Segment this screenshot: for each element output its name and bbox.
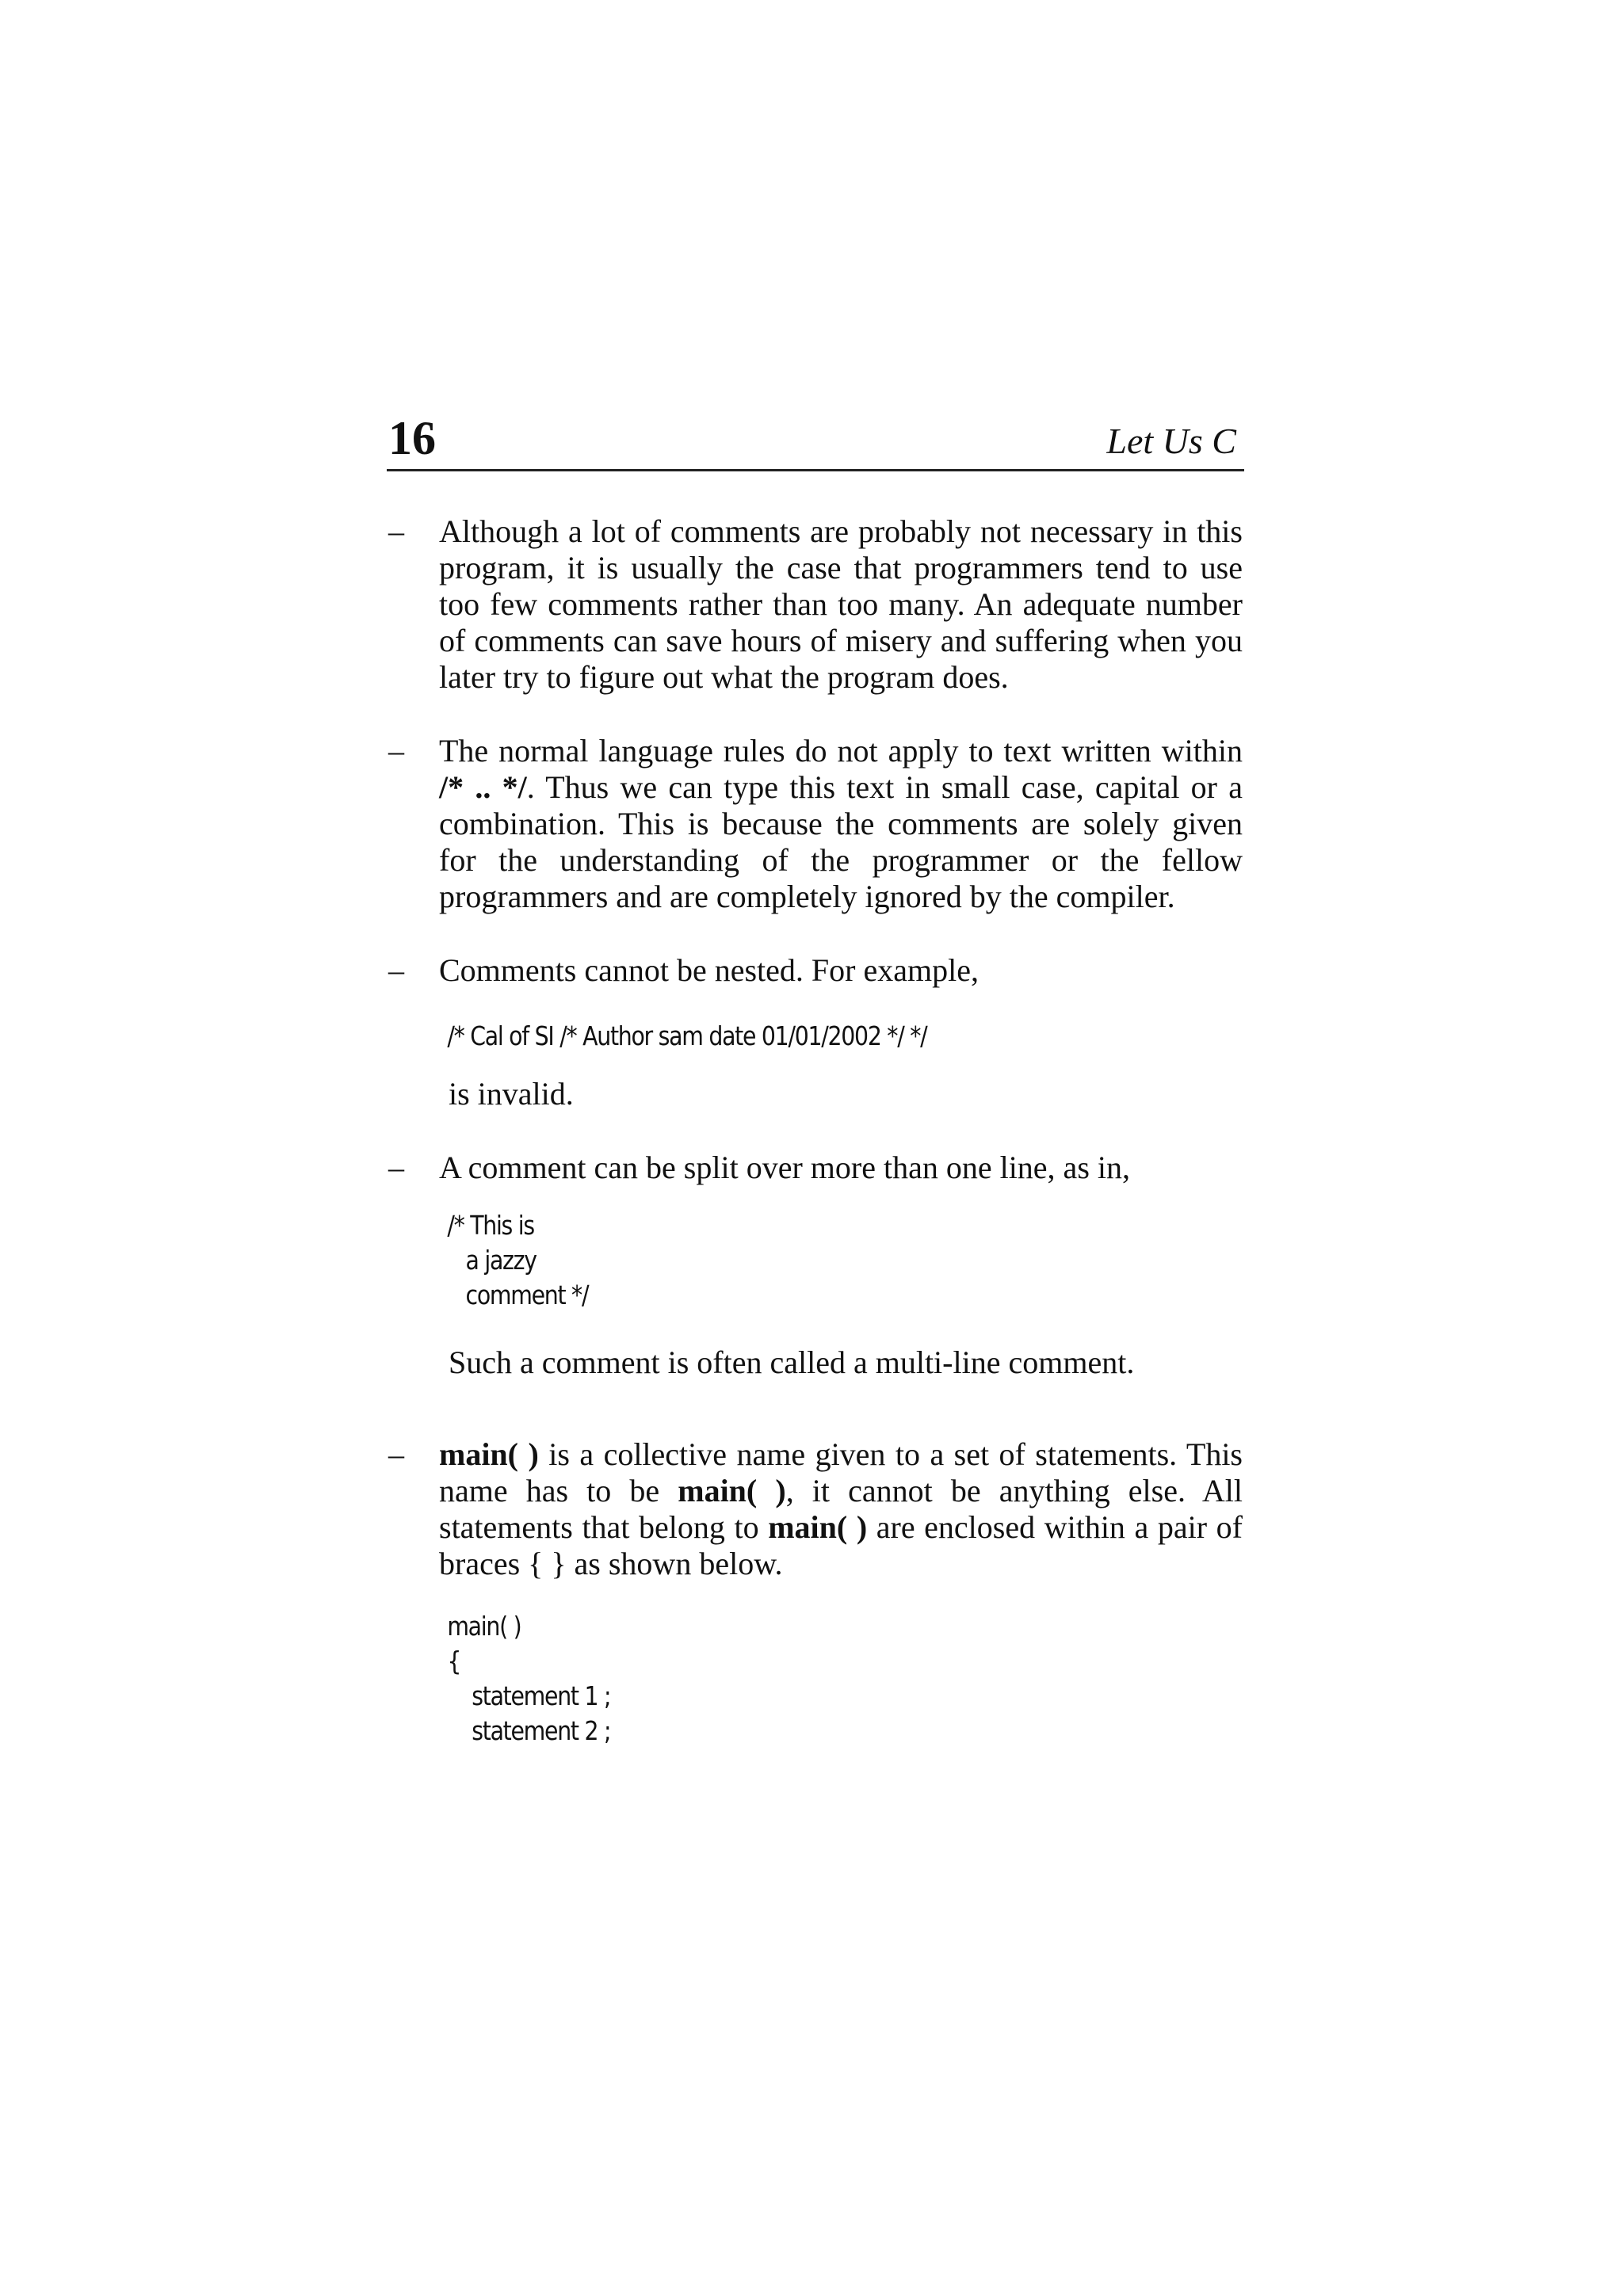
text-run: is a collective name given to a set of statements. This name has to be	[439, 1436, 1243, 1508]
header-divider	[387, 469, 1244, 471]
code-line: {	[447, 1646, 461, 1676]
text-run: are enclosed within a pair of braces { } as shown below.	[439, 1509, 1243, 1581]
text-run: The normal language rules do not apply to text written within	[439, 733, 1243, 769]
code-example-main	[439, 1609, 1130, 1749]
bold-main: main( )	[678, 1473, 786, 1508]
list-item-language-rules	[388, 733, 1243, 915]
text-run: . Thus we can type this text in small case, capital or a combination. This is because the comments are solely given for the understanding of the programmer or the fellow programmers and are completely ignored by the compiler.	[439, 769, 1243, 914]
paragraph	[439, 733, 1243, 915]
dash-bullet: –	[388, 1150, 404, 1185]
code-line: main( )	[447, 1611, 521, 1642]
list-item-main-function	[388, 1436, 1243, 1749]
code-line: /* This is	[447, 1210, 534, 1241]
dash-bullet: –	[388, 513, 404, 549]
list-item-multiline-comment	[388, 1150, 1243, 1381]
code-example-multiline	[439, 1208, 1130, 1313]
paragraph-multiline-note: Such a comment is often called a multi-line comment.	[449, 1344, 1135, 1380]
code-example-nested	[439, 1019, 1130, 1054]
code-line: statement 2 ;	[447, 1715, 611, 1746]
code-line: /* Cal of SI /* Author sam date 01/01/2002 */ */	[447, 1020, 927, 1051]
paragraph: Comments cannot be nested. For example,	[439, 952, 979, 988]
list-item-comments-necessity	[388, 513, 1243, 696]
code-line: comment */	[447, 1280, 589, 1310]
paragraph	[439, 1436, 1243, 1582]
dash-bullet: –	[388, 1436, 404, 1472]
bold-comment-delimiters: /* .. */	[439, 769, 527, 805]
list-item-nested-comments	[388, 952, 1243, 1112]
bold-main: main( )	[439, 1436, 539, 1472]
running-title: Let Us C	[1106, 421, 1236, 461]
dash-bullet: –	[388, 733, 404, 769]
paragraph: A comment can be split over more than one line, as in,	[439, 1150, 1130, 1185]
bold-main: main( )	[768, 1509, 868, 1545]
code-line: a jazzy	[447, 1245, 537, 1276]
dash-bullet: –	[388, 952, 404, 988]
paragraph: Although a lot of comments are probably not necessary in this program, it is usually the case that programmers tend to use too few comments rather than too many. An adequate number of comments can save hours of misery and suffering when you later try to figure out what the program does.	[439, 513, 1243, 695]
page-content	[388, 513, 1243, 1786]
page-header	[388, 409, 1243, 467]
code-line: statement 1 ;	[447, 1680, 611, 1711]
text-run: , it cannot be anything else. All statements that belong to	[439, 1473, 1243, 1545]
page-number: 16	[388, 412, 436, 464]
paragraph-invalid: is invalid.	[449, 1076, 574, 1112]
